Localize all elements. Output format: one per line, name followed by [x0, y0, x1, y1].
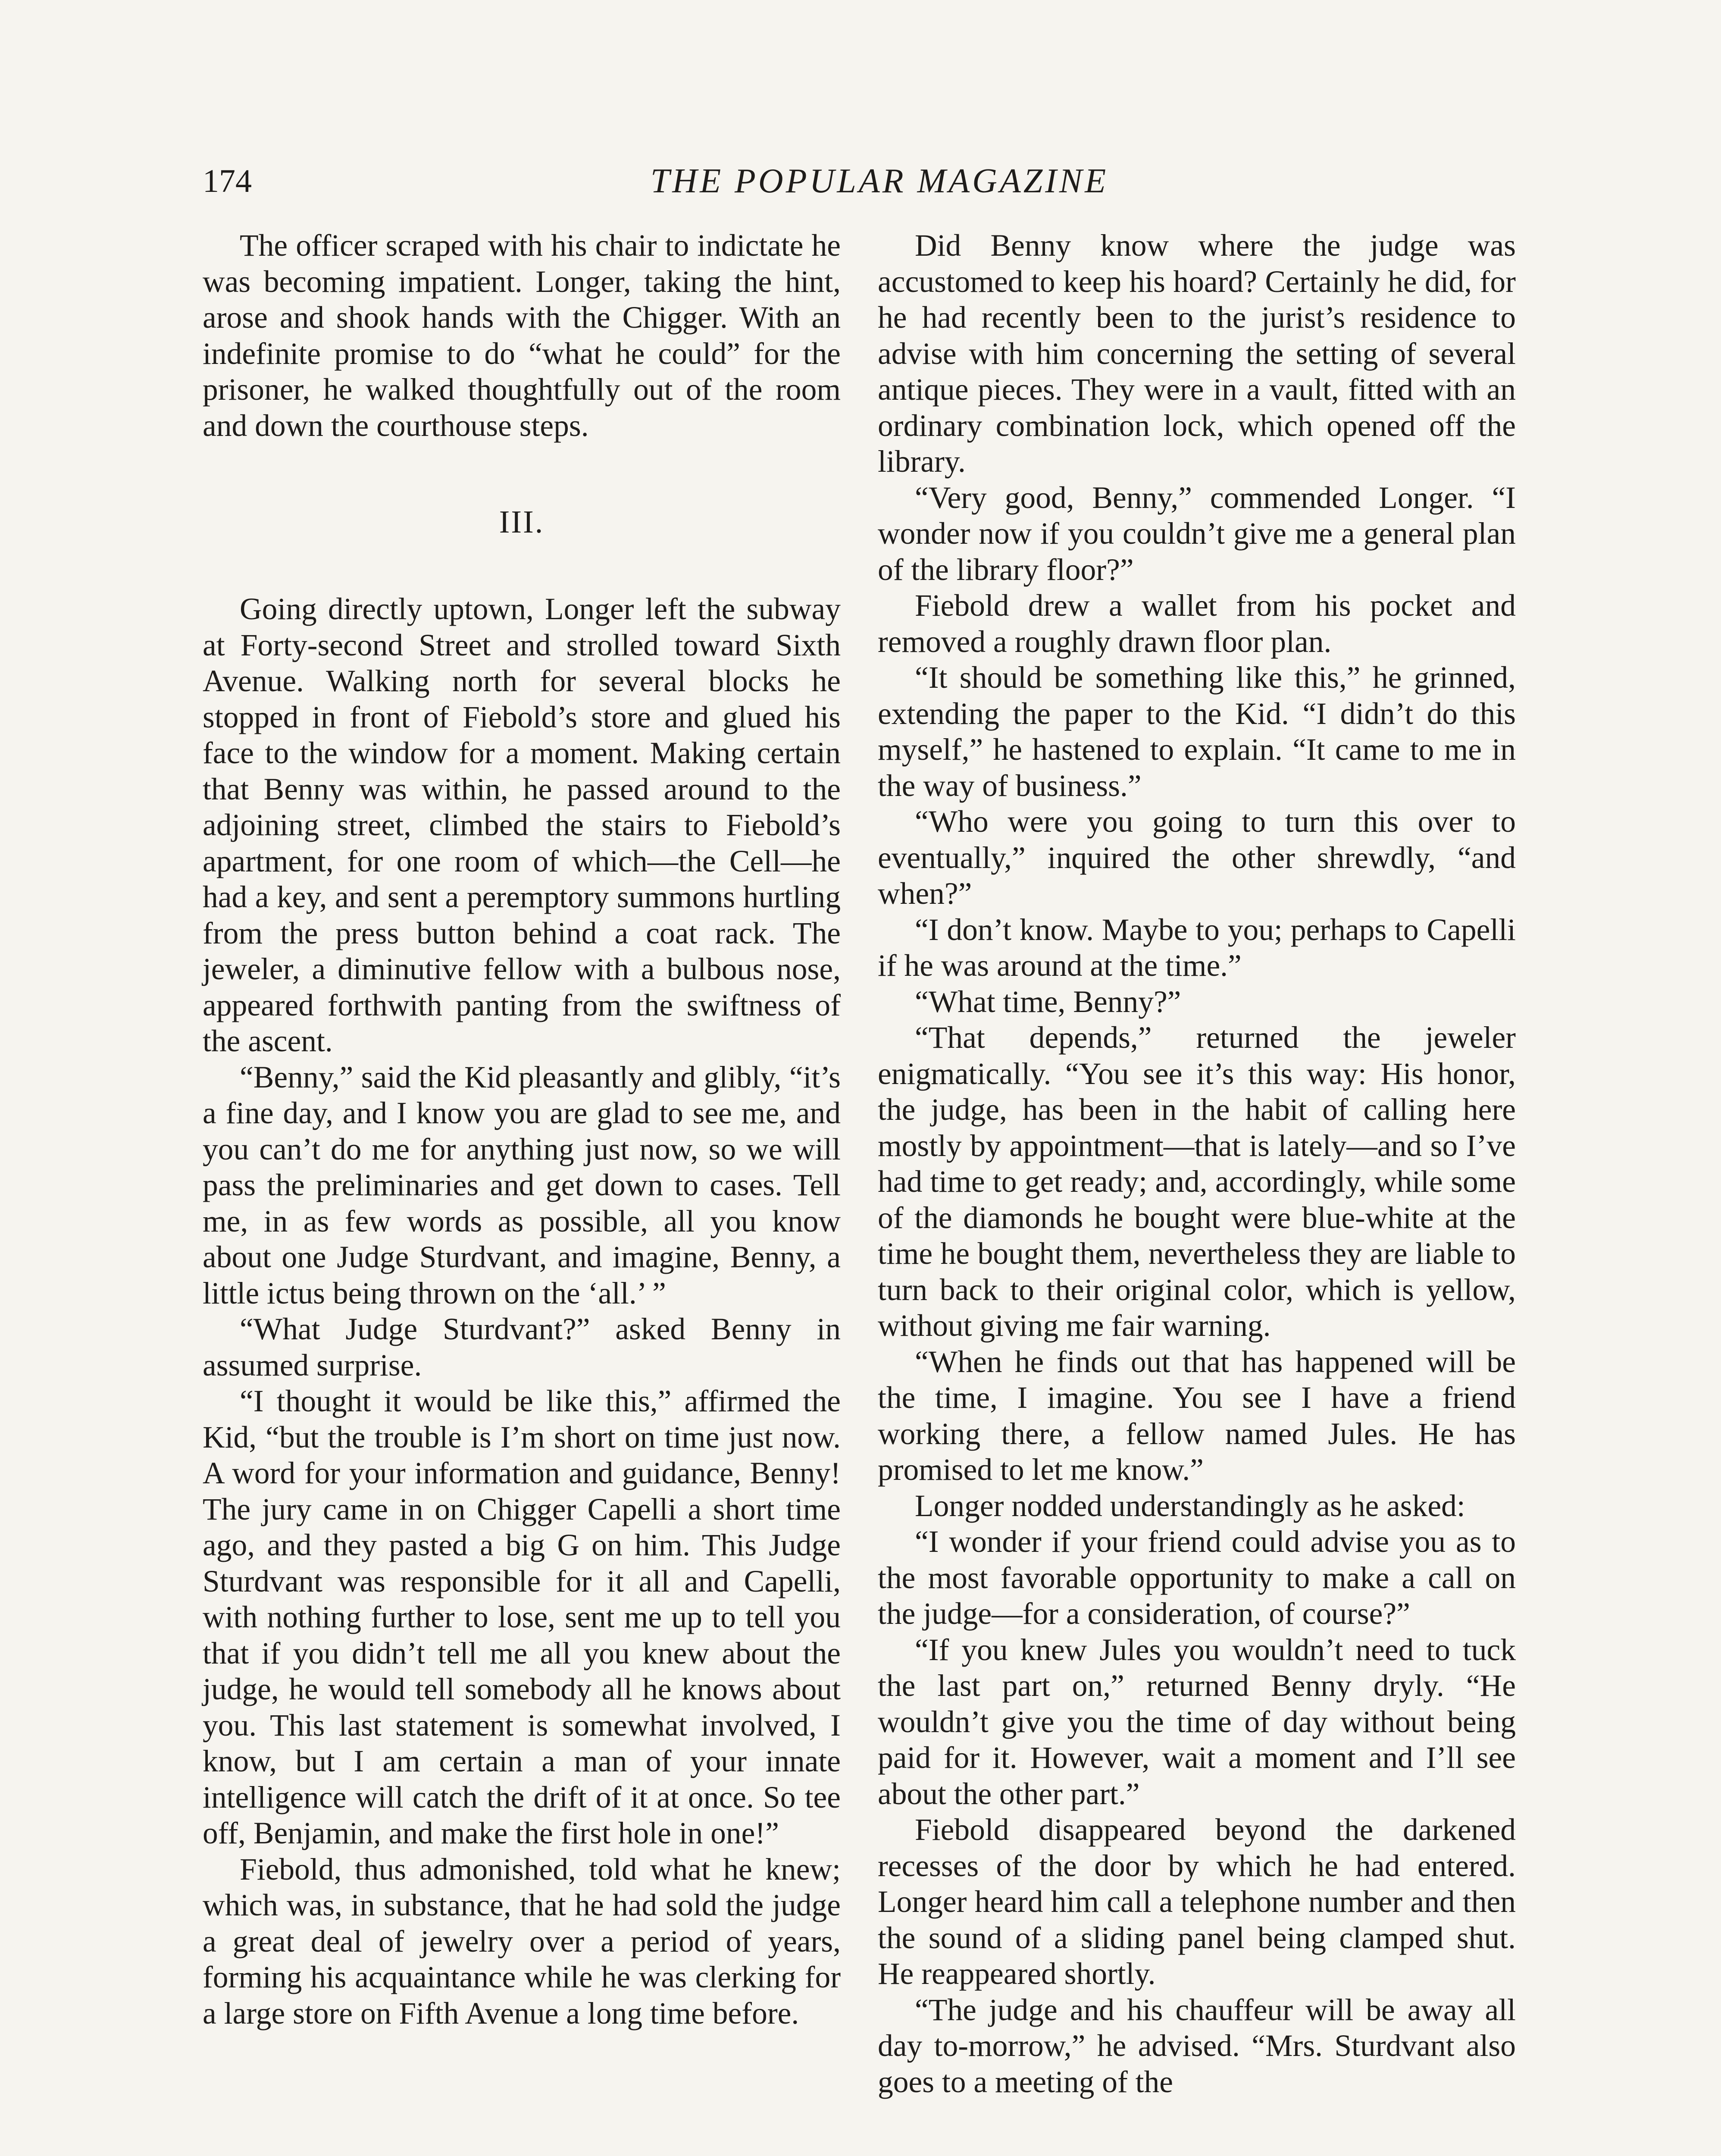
paragraph: “I don’t know. Maybe to you; perhaps to Capelli if he was around at the time.” [878, 912, 1516, 983]
paragraph: “What time, Benny?” [915, 984, 1181, 1019]
paragraph: “Very good, Benny,” commended Longer. “I wonder now if you couldn’t give me a general plan of the library floor?” [878, 480, 1516, 587]
paragraph: “What Judge Sturdvant?” asked Benny in assumed surprise. [203, 1312, 841, 1382]
paragraph: “I wonder if your friend could advise you as to the most favorable opportunity to make a call on the judge—for a consideration, of course?” [878, 1525, 1516, 1631]
paragraph: “Benny,” said the Kid pleasantly and glibly, “it’s a fine day, and I know you are glad to see me, and you can’t do me for anything just now, so we will pass the preliminaries and get down to cases. Tell me, in as few words as possible, all you know about one Judge Sturdvant, and imagine, Benny, a little ictus being thrown on the ‘all.’ ” [203, 1060, 841, 1310]
page-number: 174 [203, 163, 252, 199]
paragraph: “It should be something like this,” he grinned, extending the paper to the Kid. “I didn’t do this myself,” he hastened to explain. “It came to me in the way of business.” [878, 661, 1516, 803]
paragraph: Fiebold disappeared beyond the darkened recesses of the door by which he had entered. Longer heard him call a telephone number and then the sound of a sliding panel being clamped shut. He reappeared shortly. [878, 1813, 1516, 1991]
paragraph: Going directly uptown, Longer left the subway at Forty-second Street and strolled toward Sixth Avenue. Walking north for several blocks he stopped in front of Fiebold’s store and glued his face to the window for a moment. Making certain that Benny was within, he passed around to the adjoining street, climbed the stairs to Fiebold’s apartment, for one room of which—the Cell—he had a key, and sent a peremptory summons hurtling from the press button behind a coat rack. The jeweler, a diminutive fellow with a bulbous nose, appeared forthwith panting from the swiftness of the ascent. [203, 592, 841, 1058]
section-heading: III. [499, 505, 544, 540]
paragraph: “I thought it would be like this,” affirmed the Kid, “but the trouble is I’m short on time just now. A word for your information and guidance, Benny! The jury came in on Chigger Capelli a short time ago, and they pasted a big G on him. This Judge Sturdvant was responsible for it all and Capelli, with nothing further to lose, sent me up to tell you that if you didn’t tell me all you knew about the judge, he would tell somebody all he knows about you. This last statement is somewhat involved, I know, but I am certain a man of your innate intelligence will catch the drift of it at once. So tee off, Benjamin, and make the first hole in one!” [203, 1384, 841, 1850]
paragraph: “The judge and his chauffeur will be away all day to-morrow,” he advised. “Mrs. Sturdvant also goes to a meeting of the [878, 1993, 1516, 2099]
page-header [203, 155, 1556, 207]
right-column [878, 228, 1516, 2100]
paragraph: Longer nodded understandingly as he asked: [915, 1489, 1465, 1523]
running-title: THE POPULAR MAGAZINE [650, 162, 1109, 200]
paragraph: “When he finds out that has happened will be the time, I imagine. You see I have a friend working there, a fellow named Jules. He has promised to let me know.” [878, 1344, 1516, 1487]
paragraph: Fiebold, thus admonished, told what he knew; which was, in substance, that he had sold the judge a great deal of jewelry over a period of years, forming his acquaintance while he was clerking for a large store on Fifth Avenue a long time before. [203, 1852, 841, 2031]
paragraph: Did Benny know where the judge was accustomed to keep his hoard? Certainly he did, for he had recently been to the jurist’s residence to advise with him concerning the setting of several antique pieces. They were in a vault, fitted with an ordinary combination lock, which opened off the library. [878, 229, 1516, 479]
paragraph: The officer scraped with his chair to indictate he was becoming impatient. Longer, taking the hint, arose and shook hands with the Chigger. With an indefinite promise to do “what he could” for the prisoner, he walked thoughtfully out of the room and down the courthouse steps. [203, 229, 841, 443]
paragraph: “If you knew Jules you wouldn’t need to tuck the last part on,” returned Benny dryly. “He wouldn’t give you the time of day without being paid for it. However, wait a moment and I’ll see about the other part.” [878, 1633, 1516, 1811]
paragraph: “That depends,” returned the jeweler enigmatically. “You see it’s this way: His honor, the judge, has been in the habit of calling here mostly by appointment—that is lately—and so I’ve had time to get ready; and, accordingly, while some of the diamonds he bought were blue-white at the time he bought them, nevertheless they are liable to turn back to their original color, which is yellow, without giving me fair warning. [878, 1021, 1516, 1343]
paragraph: Fiebold drew a wallet from his pocket and removed a roughly drawn floor plan. [878, 589, 1516, 659]
paragraph: “Who were you going to turn this over to eventually,” inquired the other shrewdly, “and when?” [878, 805, 1516, 911]
left-column [203, 228, 841, 2031]
